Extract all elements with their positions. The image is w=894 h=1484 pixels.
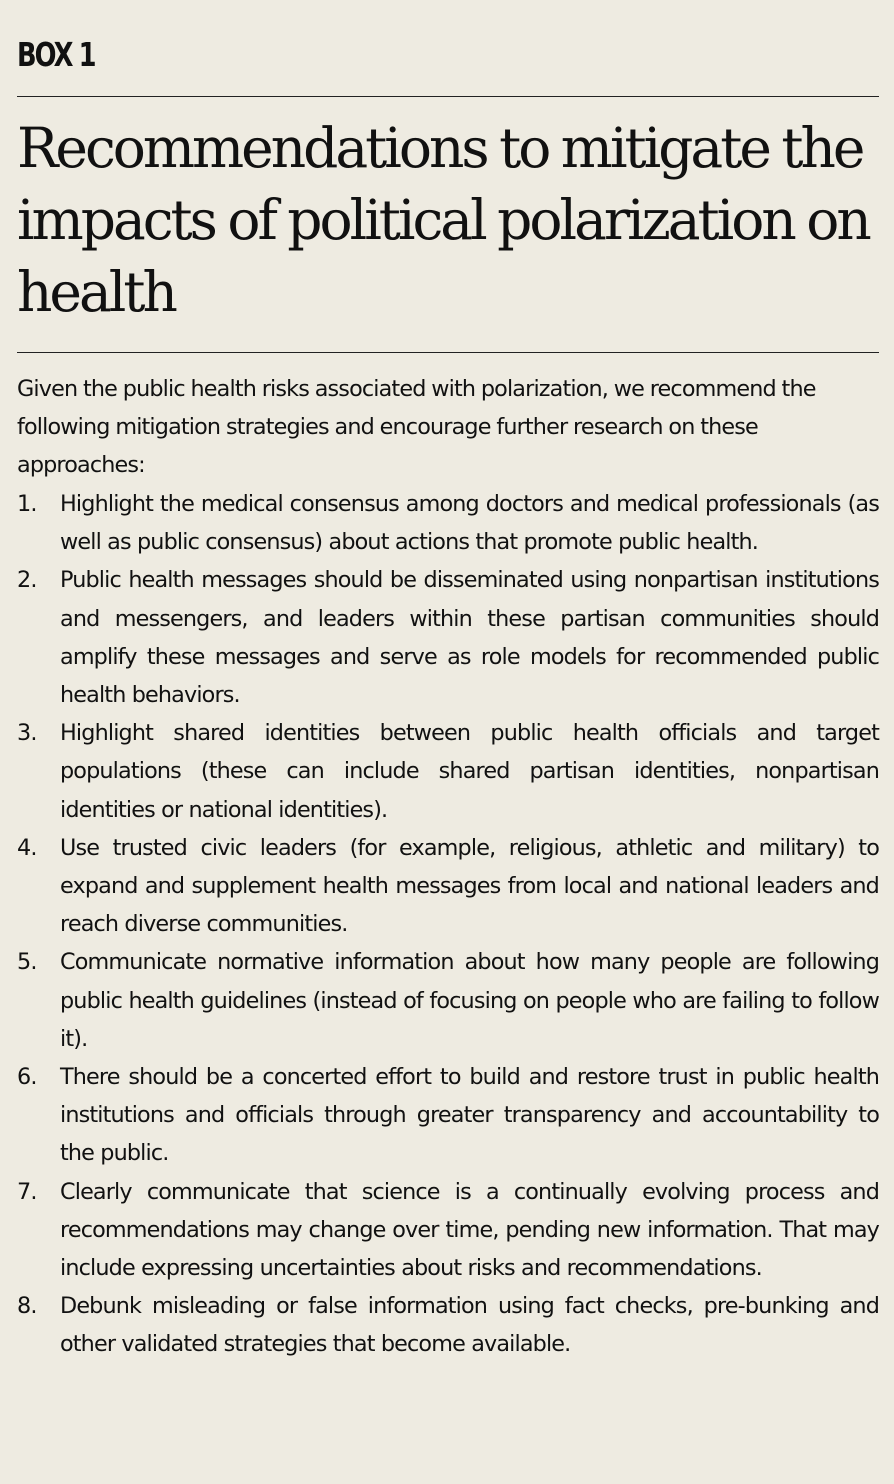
item-text: There should be a concerted effort to build and restore trust in public health institutions and officials through greater transparency and accountability to the public. xyxy=(60,1064,879,1167)
recommendation-list xyxy=(17,485,879,1364)
list-item xyxy=(17,714,879,829)
item-number: 6. xyxy=(17,1064,37,1091)
top-divider xyxy=(17,96,879,97)
item-number: 7. xyxy=(17,1178,37,1205)
box-label: BOX 1 xyxy=(17,35,95,74)
item-number: 5. xyxy=(17,949,37,976)
list-item xyxy=(17,829,879,944)
title-divider xyxy=(17,352,879,353)
item-text: Use trusted civic leaders (for example, religious, athletic and military) to expand and supplement health messages from local and national leaders and reach diverse communities. xyxy=(60,834,879,938)
item-number: 1. xyxy=(17,491,37,517)
item-text: Debunk misleading or false information using fact checks, pre-bunking and other validated strategies that become available. xyxy=(60,1293,879,1358)
list-item xyxy=(17,1058,879,1173)
item-text: Communicate normative information about how many people are following public health guidelines (instead of focusing on people who are failing to follow it). xyxy=(60,949,879,1052)
item-number: 8. xyxy=(17,1293,37,1320)
item-text: Highlight shared identities between public health officials and target populations (these can include shared partisan identities, nonpartisan identities or national identities). xyxy=(60,720,879,823)
item-text: Public health messages should be disseminated using nonpartisan institutions and messengers, and leaders within these partisan communities should amplify these messages and serve as role models for recommended public health behaviors. xyxy=(60,567,879,709)
list-item xyxy=(17,943,879,1058)
item-number: 4. xyxy=(17,834,37,861)
list-item xyxy=(17,1287,879,1363)
item-number: 2. xyxy=(17,567,37,594)
list-item xyxy=(17,561,879,714)
item-text: Highlight the medical consensus among doctors and medical professionals (as well as public consensus) about actions that promote public health. xyxy=(60,491,879,556)
item-text: Clearly communicate that science is a continually evolving process and recommendations may change over time, pending new information. That may include expressing uncertainties about risks and recommendations. xyxy=(60,1178,879,1282)
list-item xyxy=(17,485,879,561)
item-number: 3. xyxy=(17,720,37,747)
list-item xyxy=(17,1173,879,1288)
box-title: Recommendations to mitigate the impacts of political polarization on health xyxy=(17,116,869,324)
intro-paragraph: Given the public health risks associated with polarization, we recommend the following mitigation strategies and encourage further research on these approaches: xyxy=(17,376,816,479)
